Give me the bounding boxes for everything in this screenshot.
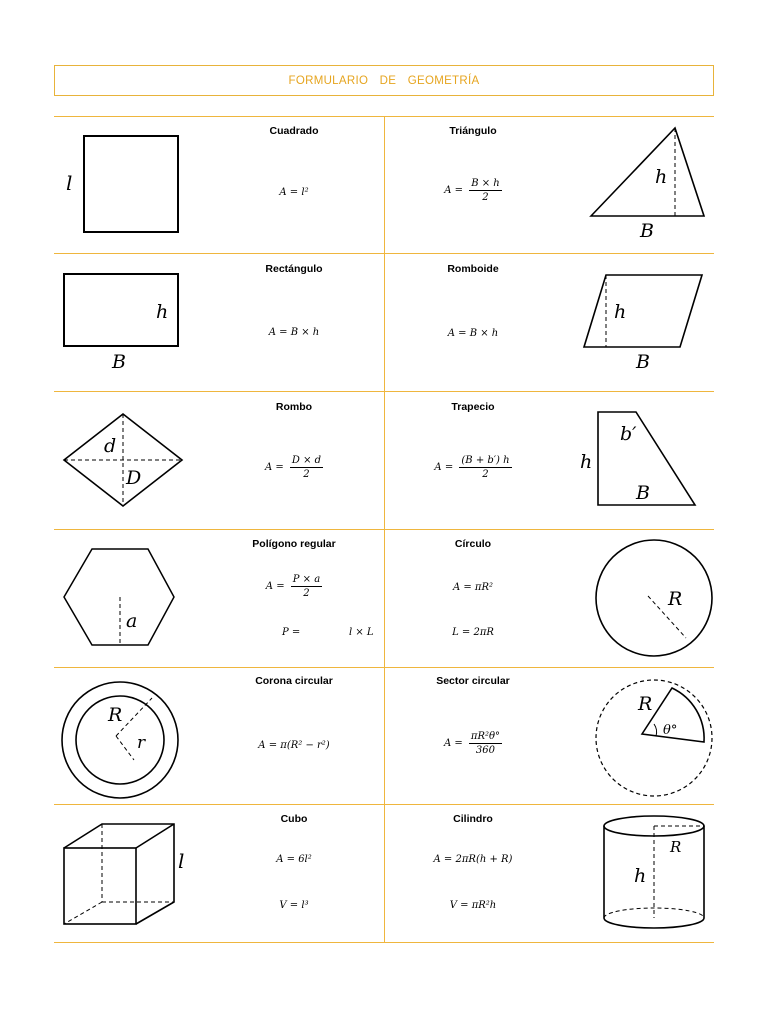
triangulo-figure xyxy=(585,125,715,245)
circulo-length: L = 2πR xyxy=(452,627,494,638)
cubo-figure xyxy=(60,820,200,930)
trapecio-label-h: h xyxy=(580,451,593,473)
sector-num: πR²θ° xyxy=(470,731,501,742)
cilindro-name: Cilindro xyxy=(453,813,493,825)
romboide-figure xyxy=(580,268,710,378)
sector-name: Sector circular xyxy=(436,675,510,687)
triangulo-lhs: A = xyxy=(444,185,464,196)
cilindro-label-r: R xyxy=(670,838,682,856)
poligono-name: Polígono regular xyxy=(252,538,336,550)
corona-name: Corona circular xyxy=(255,675,333,687)
rectangulo-figure xyxy=(60,268,190,378)
poligono-perimeter-lhs: P = xyxy=(282,627,301,638)
page-title: FORMULARIO DE GEOMETRÍA xyxy=(288,74,480,87)
poligono-perimeter-rhs: l × L xyxy=(349,627,374,638)
poligono-num: P × a xyxy=(292,574,321,585)
cilindro-figure xyxy=(598,812,723,937)
poligono-den: 2 xyxy=(303,588,310,599)
triangulo-formula xyxy=(393,178,553,203)
sector-figure xyxy=(590,678,720,803)
rectangulo-name: Rectángulo xyxy=(265,263,323,275)
cubo-name: Cubo xyxy=(280,813,308,825)
circulo-name: Círculo xyxy=(454,538,492,550)
triangulo-label-h: h xyxy=(655,166,668,188)
triangulo-name: Triángulo xyxy=(449,125,497,137)
poligono-formula xyxy=(214,574,374,599)
rombo-den: 2 xyxy=(303,469,310,480)
row-divider xyxy=(54,942,714,943)
romboide-name: Romboide xyxy=(447,263,499,275)
poligono-figure xyxy=(60,545,180,650)
corona-label-big-r: R xyxy=(108,704,123,726)
circulo-label-r: R xyxy=(668,588,683,610)
cilindro-label-h: h xyxy=(634,865,647,887)
rombo-lhs: A = xyxy=(264,462,284,473)
trapecio-lhs: A = xyxy=(434,462,454,473)
cubo-volume: V = l³ xyxy=(279,900,309,911)
cilindro-volume: V = πR²h xyxy=(449,900,497,911)
cubo-label-l: l xyxy=(178,849,185,873)
title-box xyxy=(54,65,714,96)
corona-figure xyxy=(58,678,188,803)
circulo-area: A = πR² xyxy=(452,582,494,593)
sector-label-theta: θ° xyxy=(663,723,678,738)
rombo-formula xyxy=(214,455,374,480)
cuadrado-label-l: l xyxy=(66,171,73,195)
poligono-label-a: a xyxy=(126,610,138,632)
cuadrado-formula: A = l² xyxy=(279,187,309,198)
romboide-label-b: B xyxy=(636,351,650,373)
sector-label-r: R xyxy=(638,693,653,715)
cubo-area: A = 6l² xyxy=(276,854,312,865)
cilindro-area: A = 2πR(h + R) xyxy=(433,854,513,865)
trapecio-label-b: B xyxy=(636,482,650,504)
romboide-formula: A = B × h xyxy=(447,328,499,339)
romboide-label-h: h xyxy=(614,301,627,323)
rectangulo-label-b: B xyxy=(112,351,126,373)
rombo-num: D × d xyxy=(291,455,322,466)
triangulo-num: B × h xyxy=(471,178,500,189)
rombo-name: Rombo xyxy=(275,401,313,413)
triangulo-label-b: B xyxy=(640,220,654,242)
cuadrado-name: Cuadrado xyxy=(269,125,319,137)
rombo-label-big-d: D xyxy=(126,467,142,489)
column-divider xyxy=(384,116,385,942)
rombo-figure xyxy=(60,410,190,510)
trapecio-den: 2 xyxy=(482,469,489,480)
trapecio-figure xyxy=(578,406,708,510)
poligono-lhs: A = xyxy=(265,581,285,592)
trapecio-name: Trapecio xyxy=(451,401,495,413)
sector-lhs: A = xyxy=(443,738,463,749)
triangulo-den: 2 xyxy=(482,192,489,203)
rombo-label-d: d xyxy=(104,435,117,457)
cuadrado-figure xyxy=(60,130,190,240)
corona-formula: A = π(R² − r²) xyxy=(258,740,330,751)
rectangulo-formula: A = B × h xyxy=(268,327,320,338)
circulo-figure xyxy=(590,538,720,663)
trapecio-formula xyxy=(393,455,553,480)
sector-den: 360 xyxy=(475,745,496,756)
corona-label-r: r xyxy=(137,733,146,753)
rectangulo-label-h: h xyxy=(156,301,169,323)
trapecio-num: (B + b′) h xyxy=(461,455,510,466)
sector-formula xyxy=(393,731,553,756)
trapecio-label-b2: b′ xyxy=(620,423,637,445)
